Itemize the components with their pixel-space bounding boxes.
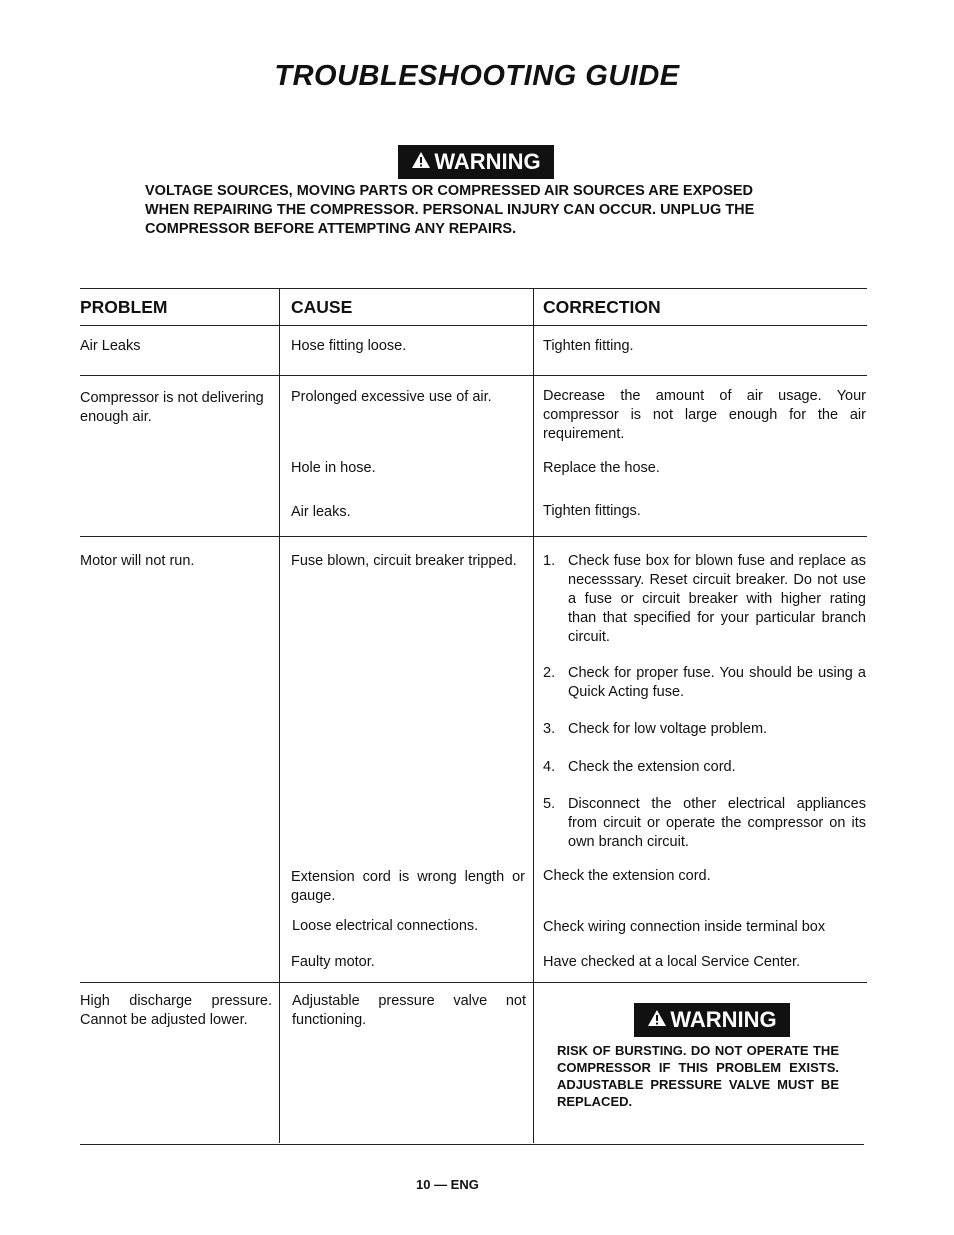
step-number: 4. — [543, 759, 556, 775]
correction-step — [543, 758, 866, 777]
warning-badge — [634, 1003, 790, 1037]
step-text: Disconnect the other electrical appliances from circuit or operate the compressor on its own branch circuit. — [568, 796, 866, 850]
step-text: Check for low voltage problem. — [568, 721, 768, 737]
correction-step — [543, 552, 866, 647]
cause-cell: Hole in hose. — [291, 460, 376, 476]
header-cause: CAUSE — [291, 297, 353, 317]
step-text: Check for proper fuse. You should be using a Quick Acting fuse. — [568, 665, 866, 700]
step-text: Check fuse box for blown fuse and replace as necesssary. Reset circuit breaker. Do not use a fuse or circuit breaker with higher rating than that specified for your particular branch circuit. — [568, 553, 866, 645]
cause-cell: Faulty motor. — [291, 954, 375, 970]
correction-steps — [543, 552, 866, 852]
cause-cell: Extension cord is wrong length or gauge. — [291, 869, 525, 904]
correction-cell: Have checked at a local Service Center. — [543, 954, 801, 970]
top-warning-line: COMPRESSOR BEFORE ATTEMPTING ANY REPAIRS. — [145, 221, 517, 237]
column-divider — [533, 288, 534, 1143]
row-divider — [80, 375, 867, 376]
step-number: 5. — [543, 796, 556, 812]
problem-cell: Motor will not run. — [80, 553, 195, 569]
correction-cell: Decrease the amount of air usage. Your compressor is not large enough for the air requirement. — [543, 388, 866, 442]
warning-label: WARNING — [670, 1007, 777, 1032]
header-correction: CORRECTION — [543, 297, 661, 317]
correction-cell: Tighten fitting. — [543, 338, 634, 354]
table-bottom-rule — [80, 1144, 864, 1145]
row-divider — [80, 982, 867, 983]
correction-step — [543, 795, 866, 852]
warning-label: WARNING — [434, 149, 541, 174]
cause-cell: Fuse blown, circuit breaker tripped. — [291, 553, 517, 569]
step-number: 2. — [543, 665, 556, 681]
cause-cell: Loose electrical connections. — [292, 918, 479, 934]
warning-triangle-icon — [411, 149, 431, 175]
correction-cell: Replace the hose. — [543, 460, 660, 476]
top-warning-line: VOLTAGE SOURCES, MOVING PARTS OR COMPRESSED AIR SOURCES ARE EXPOSED — [145, 183, 754, 199]
header-problem: PROBLEM — [80, 297, 168, 317]
cause-cell: Hose fitting loose. — [291, 338, 407, 354]
correction-cell: Check the extension cord. — [543, 868, 711, 884]
discharge-warning-text: RISK OF BURSTING. DO NOT OPERATE THE COMPRESSOR IF THIS PROBLEM EXISTS. ADJUSTABLE PRESSURE VALVE MUST BE REPLACED. — [557, 1043, 839, 1109]
top-warning-line: WHEN REPAIRING THE COMPRESSOR. PERSONAL INJURY CAN OCCUR. UNPLUG THE — [145, 202, 755, 218]
cause-cell: Prolonged excessive use of air. — [291, 389, 492, 405]
top-warning-text — [145, 182, 825, 239]
step-number: 3. — [543, 721, 556, 737]
cause-cell: Adjustable pressure valve not functioning. — [292, 993, 526, 1028]
problem-cell: Compressor is not delivering enough air. — [80, 390, 264, 425]
page-title: TROUBLESHOOTING GUIDE — [274, 60, 680, 92]
column-divider — [279, 288, 280, 1143]
cause-cell: Air leaks. — [291, 504, 351, 520]
table-header-rule — [80, 325, 867, 326]
correction-step — [543, 720, 866, 739]
warning-badge — [398, 145, 554, 179]
step-number: 1. — [543, 553, 556, 569]
correction-cell: Tighten fittings. — [543, 503, 641, 519]
row-divider — [80, 536, 867, 537]
warning-triangle-icon — [647, 1007, 667, 1033]
problem-cell: High discharge pressure. Cannot be adjusted lower. — [80, 993, 272, 1028]
problem-cell: Air Leaks — [80, 338, 141, 354]
correction-cell: Check wiring connection inside terminal box — [543, 919, 826, 935]
table-top-rule — [80, 288, 867, 289]
correction-step — [543, 664, 866, 702]
page-footer: 10 — ENG — [416, 1177, 479, 1192]
step-text: Check the extension cord. — [568, 759, 736, 775]
